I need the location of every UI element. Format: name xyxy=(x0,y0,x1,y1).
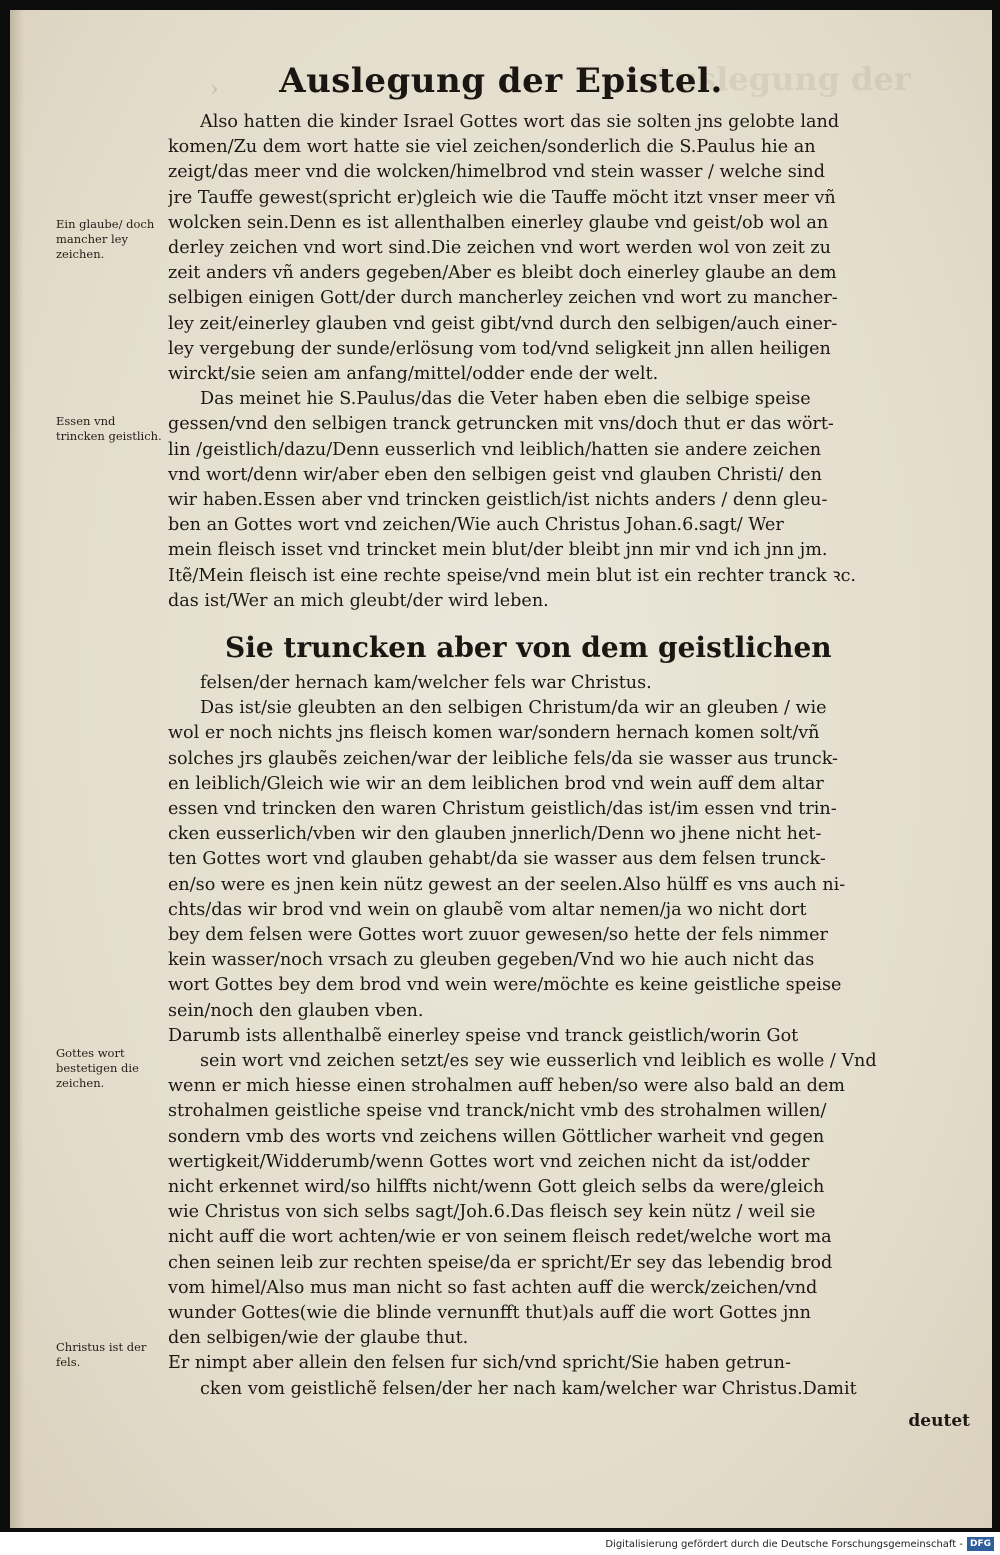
text-line: cken eusserlich/vben wir den glauben jnnerlich/Denn wo jhene nicht het- xyxy=(168,824,822,845)
show-through-text: Auslegung der xyxy=(650,60,911,98)
text-line: sein wort vnd zeichen setzt/es sey wie eusserlich vnd leiblich es wolle / Vnd xyxy=(200,1051,877,1071)
text-line: bey dem felsen were Gottes wort zuuor gewesen/so hette der fels nimmer xyxy=(168,925,828,945)
text-line: wie Christus von sich selbs sagt/Joh.6.Das fleisch sey kein nütz / weil sie xyxy=(168,1202,816,1223)
text-line: ley zeit/einerley glauben vnd geist gibt/vnd durch den selbigen/auch einer- xyxy=(168,313,838,334)
text-line: den selbigen/wie der glaube thut. xyxy=(168,1328,469,1349)
text-line: wirckt/sie seien am anfang/mittel/odder ende der welt. xyxy=(168,364,659,384)
catchword: deutet xyxy=(908,1411,970,1431)
text-line: mein fleisch isset vnd trincket mein blut/der bleibt jnn mir vnd ich jnn jm. xyxy=(168,540,828,561)
text-line: Er nimpt aber allein den felsen fur sich/vnd spricht/Sie haben getrun- xyxy=(168,1353,791,1374)
text-line: kein wasser/noch vrsach zu gleuben gegeben/Vnd wo hie auch nicht das xyxy=(168,950,815,971)
margin-note: Ein glaube/ doch mancher ley zeichen. xyxy=(56,217,155,261)
dfg-logo: DFG xyxy=(967,1537,994,1551)
text-line: chen seinen leib zur rechten speise/da er spricht/Er sey das lebendig brod xyxy=(168,1252,833,1273)
text-line: nicht erkennet wird/so hilffts nicht/wenn Gott gleich selbs da were/gleich xyxy=(168,1177,825,1197)
text-line: komen/Zu dem wort hatte sie viel zeichen/sonderlich die S.Paulus hie an xyxy=(168,137,816,158)
margin-note: Essen vnd trincken geistlich. xyxy=(56,414,162,443)
text-line: Also hatten die kinder Israel Gottes wort das sie solten jns gelobte land xyxy=(200,112,840,132)
text-line: Das ist/sie gleubten an den selbigen Christum/da wir an gleuben / wie xyxy=(200,698,827,719)
text-line: zeit anders vñ anders gegeben/Aber es bleibt doch einerley glaube an dem xyxy=(168,263,837,284)
text-line: essen vnd trincken den waren Christum geistlich/das ist/im essen vnd trin- xyxy=(168,799,837,819)
footer-text: Digitalisierung gefördert durch die Deutsche Forschungsgemeinschaft - xyxy=(605,1538,963,1550)
text-line: vom himel/Also mus man nicht so fast achten auff die werck/zeichen/vnd xyxy=(168,1277,818,1298)
text-line: solches jrs glaubẽs zeichen/war der leibliche fels/da sie wasser aus trunck- xyxy=(168,748,838,769)
text-line: ten Gottes wort vnd glauben gehabt/da sie wasser aus dem felsen trunck- xyxy=(168,849,826,870)
page-heading: Auslegung der Epistel. xyxy=(279,61,723,101)
text-line: jre Tauffe gewest(spricht er)gleich wie die Tauffe möcht itzt vnser meer vñ xyxy=(168,187,836,208)
text-line: Itẽ/Mein fleisch ist eine rechte speise/vnd mein blut ist ein rechter tranck ꝛc. xyxy=(168,565,857,586)
text-line: wertigkeit/Widderumb/wenn Gottes wort vnd zeichen nicht da ist/odder xyxy=(168,1151,810,1172)
text-line: wol er noch nichts jns fleisch komen war/sondern hernach komen solt/vñ xyxy=(168,723,820,744)
text-line: gessen/vnd den selbigen tranck getruncken mit vns/doch thut er das wört- xyxy=(168,414,834,435)
text-line: zeigt/das meer vnd die wolcken/himelbrod vnd stein wasser / welche sind xyxy=(168,162,825,183)
text-line: cken vom geistlichẽ felsen/der her nach kam/welcher war Christus.Damit xyxy=(200,1378,857,1399)
section-subheading: Sie truncken aber von dem geistlichen xyxy=(225,631,832,664)
margin-note: Gottes wort bestetigen die zeichen. xyxy=(56,1046,139,1090)
text-line: wunder Gottes(wie die blinde vernunfft thut)als auff die wort Gottes jnn xyxy=(168,1303,811,1323)
text-line: wolcken sein.Denn es ist allenthalben einerley glaube vnd geist/ob wol an xyxy=(168,212,829,233)
text-line: lin /geistlich/dazu/Denn eusserlich vnd leiblich/hatten sie andere zeichen xyxy=(168,439,822,460)
book-page xyxy=(10,10,992,1528)
text-line: chts/das wir brod vnd wein on glaubẽ vom altar nemen/ja wo nicht dort xyxy=(168,899,807,920)
text-line: sein/noch den glauben vben. xyxy=(168,1000,424,1021)
page-gutter-shadow xyxy=(10,10,24,1528)
text-line: ley vergebung der sunde/erlösung vom tod/vnd seligkeit jnn allen heiligen xyxy=(168,338,831,359)
text-line: derley zeichen vnd wort sind.Die zeichen vnd wort werden wol von zeit zu xyxy=(168,238,831,258)
text-line: strohalmen geistliche speise vnd tranck/nicht vmb des strohalmen willen/ xyxy=(168,1101,827,1122)
ink-mark-icon: › xyxy=(210,77,219,102)
text-line: das ist/Wer an mich gleubt/der wird leben. xyxy=(168,590,549,611)
text-line: felsen/der hernach kam/welcher fels war Christus. xyxy=(200,673,652,693)
margin-note: Christus ist der fels. xyxy=(56,1340,147,1369)
text-line: en leiblich/Gleich wie wir an dem leiblichen brod vnd wein auff dem altar xyxy=(168,773,824,794)
text-line: ben an Gottes wort vnd zeichen/Wie auch Christus Johan.6.sagt/ Wer xyxy=(168,515,784,536)
text-line: selbigen einigen Gott/der durch mancherley zeichen vnd wort zu mancher- xyxy=(168,288,838,309)
text-line: wenn er mich hiesse einen strohalmen auff heben/so were also bald an dem xyxy=(168,1076,845,1097)
text-line: vnd wort/denn wir/aber eben den selbigen geist vnd glauben Christi/ den xyxy=(168,464,822,485)
text-line: wir haben.Essen aber vnd trincken geistlich/ist nichts anders / denn gleu- xyxy=(168,490,828,510)
text-line: nicht auff die wort achten/wie er von seinem fleisch redet/welche wort ma xyxy=(168,1227,832,1248)
text-line: sondern vmb des worts vnd zeichens willen Göttlicher warheit vnd gegen xyxy=(168,1126,825,1147)
text-line: Das meinet hie S.Paulus/das die Veter haben eben die selbige speise xyxy=(200,389,811,410)
footer-credit xyxy=(600,1536,994,1552)
text-line: en/so were es jnen kein nütz gewest an der seelen.Also hülff es vns auch ni- xyxy=(168,874,846,895)
text-line: wort Gottes bey dem brod vnd wein were/möchte es keine geistliche speise xyxy=(168,975,842,996)
text-line: Darumb ists allenthalbẽ einerley speise vnd tranck geistlich/worin Got xyxy=(168,1025,799,1046)
